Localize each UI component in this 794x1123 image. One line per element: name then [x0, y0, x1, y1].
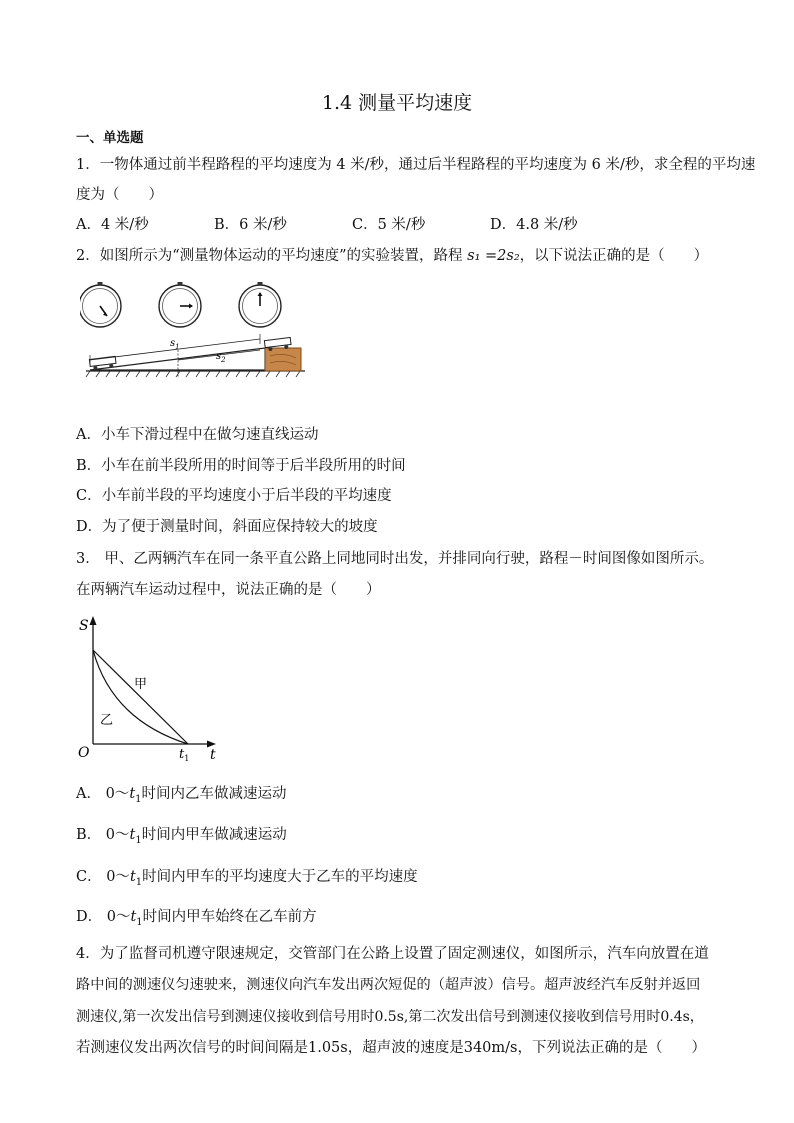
q2-option-b: B．小车在前半段所用的时间等于后半段所用的时间: [76, 458, 406, 474]
wooden-block: [265, 348, 301, 371]
incline-ramp: [90, 348, 265, 370]
q4-line3: 测速仪,第一次发出信号到测速仪接收到信号用时0.5s,第二次发出信号到测速仪接收到信号用时0.4s，: [76, 1009, 704, 1025]
q3-line2: 在两辆汽车运动过程中，说法正确的是（ ）: [76, 582, 381, 598]
origin-label: O: [78, 745, 90, 761]
stopwatch-icon-3: [239, 282, 281, 327]
q1-option-b: B．6 米/秒: [214, 217, 287, 233]
q2-option-a: A．小车下滑过程中在做匀速直线运动: [76, 427, 319, 443]
yi-label: 乙: [100, 713, 114, 728]
s2-label: $s_2$: [216, 351, 226, 364]
stopwatch-icon-2: [159, 282, 201, 327]
q3-option-d: D． $0\sim t_1$时间内甲车始终在乙车前方: [76, 909, 317, 928]
q2-option-c: C．小车前半段的平均速度小于后半段的平均速度: [76, 488, 392, 504]
q3-option-a: A． $0\sim t_1$时间内乙车做减速运动: [76, 786, 287, 805]
distance-time-graph: [76, 612, 226, 762]
q4-line1: 4．为了监督司机遵守限速规定，交管部门在公路上设置了固定测速仪，如图所示，汽车向放置在道: [76, 946, 709, 962]
y-axis-label: S: [79, 618, 89, 634]
q1-option-a: A．4 米/秒: [76, 217, 149, 233]
q2-text-b: ，以下说法正确的是（ ）: [519, 248, 709, 264]
q2-formula: s₁ =2s₂: [467, 248, 520, 264]
q1-option-c: C．5 米/秒: [352, 217, 426, 233]
t1-label: $t_1$: [179, 747, 190, 762]
q2-text-a: 2．如图所示为“测量物体运动的平均速度”的实验装置，路程: [76, 248, 468, 264]
q3-option-c: C． $0\sim t_1$时间内甲车的平均速度大于乙车的平均速度: [76, 869, 418, 888]
page-title: 1.4 测量平均速度: [321, 92, 473, 114]
q2-stem: [76, 246, 708, 266]
x-axis-label: t: [210, 747, 216, 762]
s1-label: $s_1$: [170, 338, 180, 351]
q1-option-d: D．4.8 米/秒: [490, 217, 578, 233]
ground-hatching: [86, 371, 300, 377]
section-heading: 一、单选题: [76, 130, 144, 146]
q4-line2: 路中间的测速仪匀速驶来，测速仪向汽车发出两次短促的（超声波）信号。超声波经汽车反射并返回: [76, 977, 701, 993]
jia-label: 甲: [134, 677, 148, 692]
q4-line4: 若测速仪发出两次信号的时间间隔是1.05s，超声波的速度是340m/s，下列说法正确的是（ ）: [76, 1040, 706, 1056]
line-jia: [93, 650, 188, 744]
q1-line2: 度为（ ）: [76, 187, 163, 203]
q3-line1: 3． 甲、乙两辆汽车在同一条平直公路上同地同时出发，并排同向行驶，路程－时间图像如图所示。: [76, 551, 714, 567]
incline-apparatus-figure: [80, 280, 320, 380]
stopwatch-icon-1: [80, 282, 121, 327]
q1-line1: 1．一物体通过前半程路程的平均速度为 4 米/秒，通过后半程路程的平均速度为 6 米/秒，求全程的平均速: [76, 157, 756, 173]
q3-option-b: B． $0\sim t_1$时间内甲车做减速运动: [76, 827, 287, 846]
q2-option-d: D．为了便于测量时间，斜面应保持较大的坡度: [76, 519, 378, 535]
